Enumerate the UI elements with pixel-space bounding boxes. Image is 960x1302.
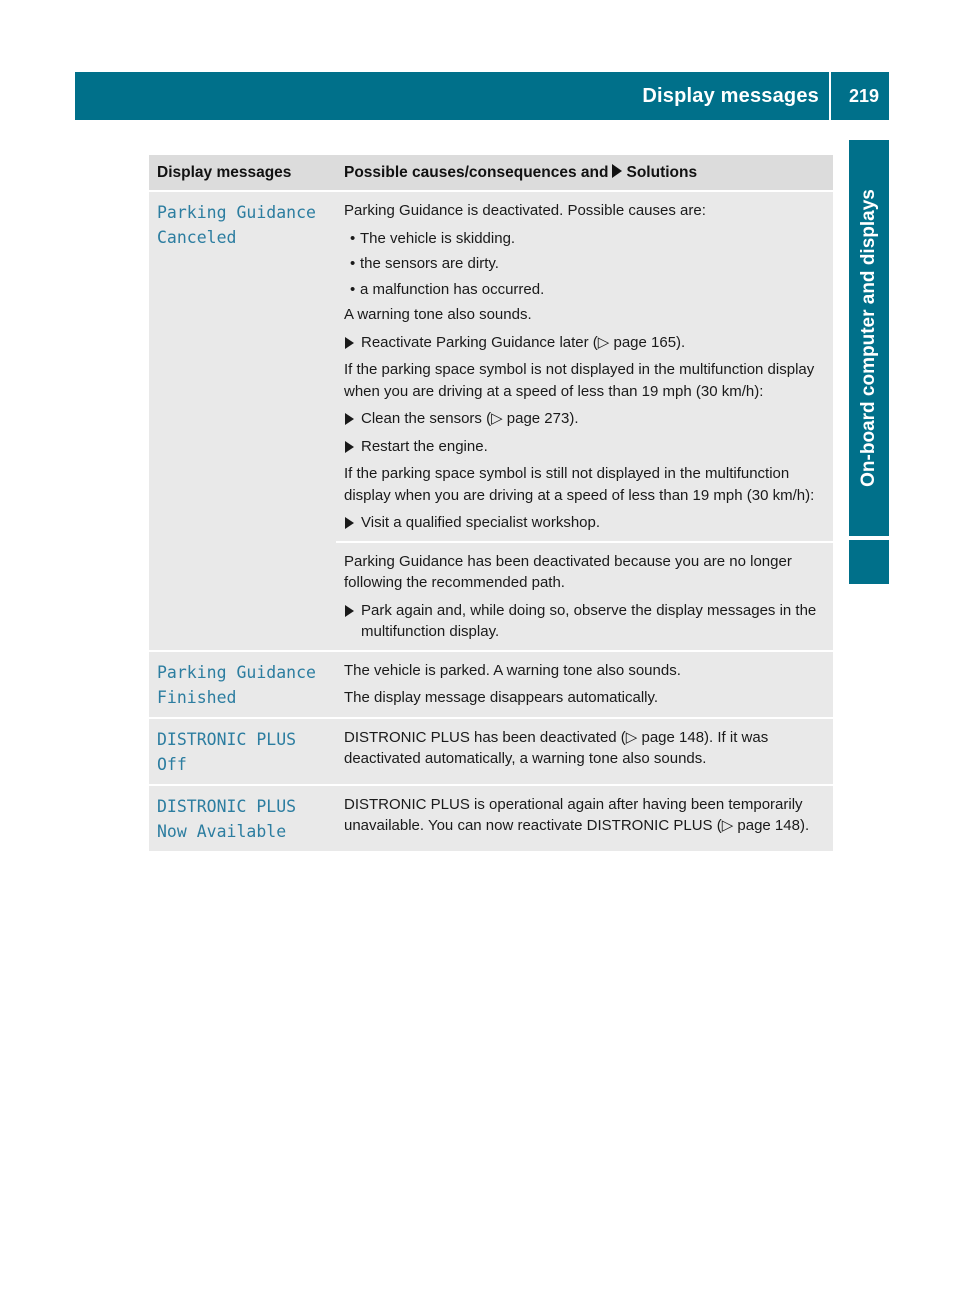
column-header-causes-text: Possible causes/consequences and [344,164,609,181]
chapter-tab-label: On-board computer and displays [858,189,879,487]
arrow-icon [345,517,354,529]
arrow-icon [345,413,354,425]
action-step [344,408,826,430]
action-step [344,600,826,643]
display-message: Parking Guidance Finished [157,662,316,707]
chapter-tab-marker [849,540,889,584]
page-header [75,72,889,120]
table-row [149,785,833,851]
display-messages-table [149,155,833,851]
arrow-icon [345,337,354,349]
action-text: Restart the engine. [361,437,488,455]
description-cell [336,191,833,542]
header-divider [829,72,831,120]
table-row [149,191,833,542]
action-text: Visit a qualified specialist workshop. [361,514,601,531]
arrow-icon [345,605,354,617]
message-cell [149,718,336,785]
message-cell [149,785,336,851]
description-text: DISTRONIC PLUS has been deactivated (▷ page 148). If it was deactivated automatically, a warning tone also sounds. [344,728,769,767]
list-item: • a malfunction has occurred. [344,279,826,301]
description-cell [336,651,833,718]
description-text: The display message disappears automatically. [344,689,659,706]
table-header-row [149,155,833,191]
section-title: Display messages [642,85,819,107]
display-message: DISTRONIC PLUS Now Available [157,796,297,841]
column-header-causes [336,155,833,191]
tone-text: A warning tone also sounds. [344,306,532,323]
table-row [149,718,833,785]
chapter-tab [849,140,889,536]
arrow-icon [345,441,354,453]
column-header-solutions-text: Solutions [626,164,698,181]
action-text: Clean the sensors (▷ page 273). [361,410,579,427]
action-text: Reactivate Parking Guidance later (▷ page 165). [361,333,686,351]
description-cell [336,785,833,851]
description-cell [336,542,833,651]
intro-text: Parking Guidance is deactivated. Possible causes are: [344,202,706,219]
condition-text: If the parking space symbol is not displayed in the multifunction display when you are driving at a speed of less than 19 mph (30 km/h): [344,361,815,400]
description-text: Parking Guidance has been deactivated because you are no longer following the recommended path. [344,552,792,591]
description-text: The vehicle is parked. A warning tone also sounds. [344,661,681,679]
display-message: DISTRONIC PLUS Off [157,729,297,774]
column-header-messages: Display messages [149,155,336,191]
display-message: Parking Guidance Canceled [157,203,316,247]
action-step [344,332,826,354]
list-item: • The vehicle is skidding. [344,228,826,250]
action-text: Park again and, while doing so, observe the display messages in the multifunction display. [361,601,817,640]
page-number: 219 [848,86,879,106]
arrow-icon [612,164,622,178]
description-cell [336,718,833,785]
message-cell [149,191,336,651]
action-step [344,436,826,458]
action-step [344,512,826,534]
message-cell [149,651,336,718]
description-text: DISTRONIC PLUS is operational again after having been temporarily unavailable. You can now reactivate DISTRONIC PLUS (▷ page 148). [344,795,810,834]
condition-text: If the parking space symbol is still not displayed in the multifunction display when you are driving at a speed of less than 19 mph (30 km/h): [344,465,815,504]
list-item: • the sensors are dirty. [344,253,826,275]
table-row [149,651,833,718]
